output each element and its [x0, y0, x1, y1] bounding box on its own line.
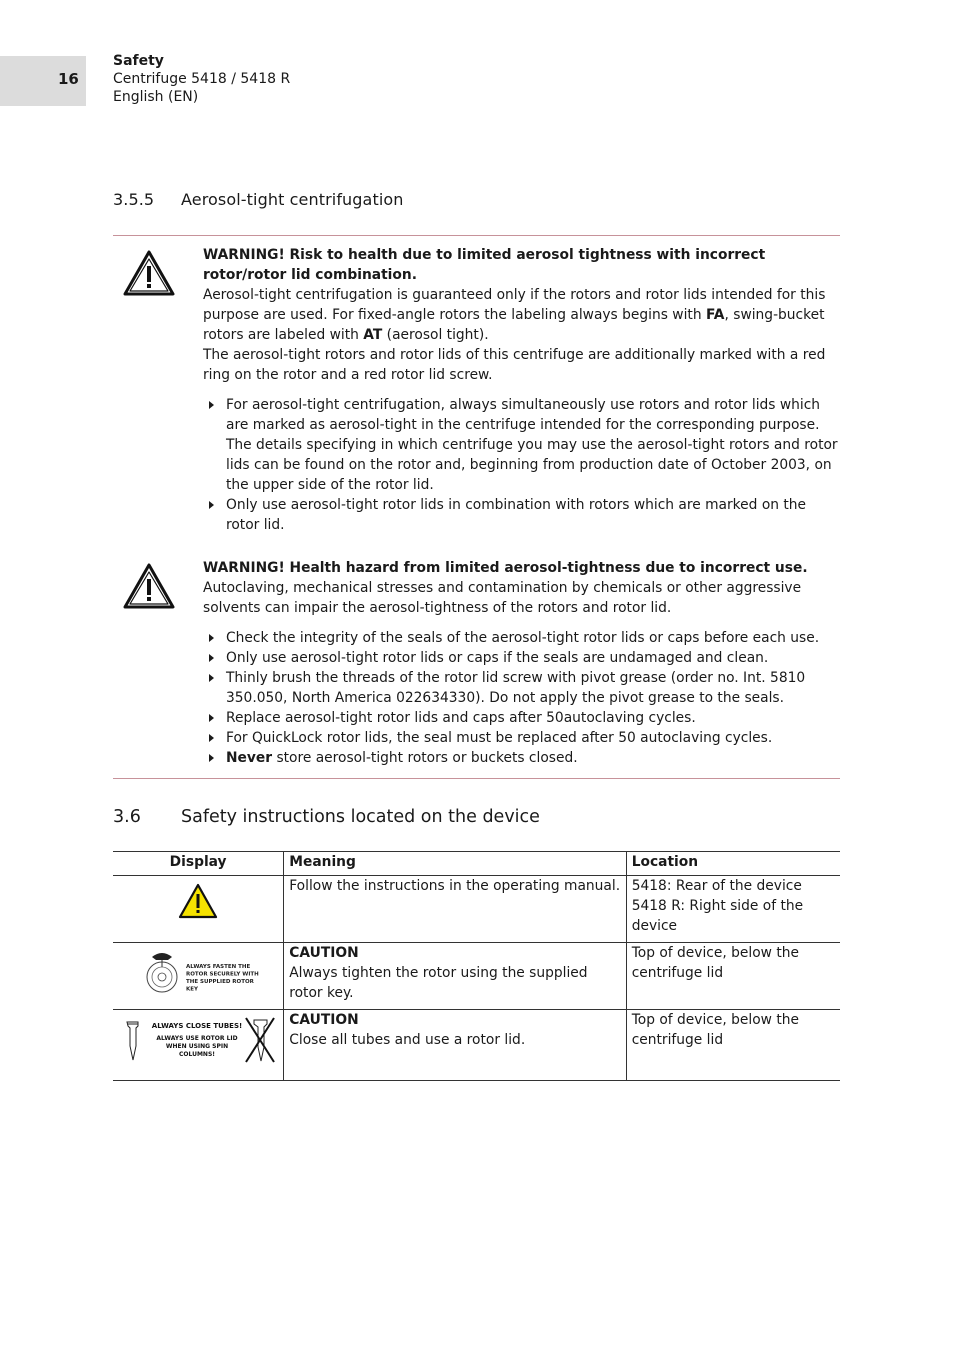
bullet-arrow-icon — [209, 501, 214, 509]
section-number: 3.5.5 — [113, 190, 155, 209]
bullet-arrow-icon — [209, 674, 214, 682]
list-item — [203, 495, 840, 535]
display-cell — [113, 876, 284, 943]
bullet-arrow-icon — [209, 754, 214, 762]
header-product: Centrifuge 5418 / 5418 R — [113, 71, 291, 87]
bullet-text: Only use aerosol-tight rotor lids in combination with rotors which are marked on the rotor lid. — [226, 497, 807, 533]
warning-bullet-list — [203, 395, 840, 535]
warning-icon — [122, 249, 176, 297]
meaning-cell — [284, 1010, 626, 1081]
column-header-location: Location — [631, 854, 699, 870]
list-item — [203, 728, 840, 748]
section-heading-3-6 — [113, 807, 540, 827]
warning-triangle-icon — [118, 876, 278, 936]
list-item — [203, 708, 840, 728]
location-cell — [626, 876, 840, 943]
meaning-cell — [284, 943, 626, 1010]
bullet-arrow-icon — [209, 634, 214, 642]
bullet-emphasis: Never — [226, 750, 273, 766]
meaning-text: Always tighten the rotor using the supplied rotor key. — [289, 965, 588, 1001]
bullet-text: Only use aerosol-tight rotor lids or caps if the seals are undamaged and clean. — [226, 650, 769, 666]
table-row — [113, 943, 840, 1010]
rotor-key-label-icon — [118, 943, 278, 1003]
list-item — [203, 648, 840, 668]
location-text: Top of device, below the centrifuge lid — [631, 945, 799, 981]
warning-bullet-list — [203, 628, 840, 768]
top-divider — [113, 235, 840, 236]
column-header-meaning: Meaning — [284, 852, 626, 876]
running-header — [113, 52, 290, 106]
meaning-text: Follow the instructions in the operating manual. — [289, 878, 621, 894]
header-language: English (EN) — [113, 89, 199, 105]
caution-caption: CAUTION — [289, 1012, 359, 1028]
bullet-text: Thinly brush the threads of the rotor lid screw with pivot grease (order no. Int. 5810 350.050, North America 022634330). Do not apply the pivot grease to the seals. — [226, 670, 806, 706]
header-chapter-title: Safety — [113, 53, 164, 69]
bullet-text: For QuickLock rotor lids, the seal must be replaced after 50 autoclaving cycles. — [226, 730, 773, 746]
warning-paragraph — [203, 285, 840, 345]
meaning-cell — [284, 876, 626, 943]
meaning-text: Close all tubes and use a rotor lid. — [289, 1032, 526, 1048]
location-cell — [626, 1010, 840, 1081]
bullet-arrow-icon — [209, 714, 214, 722]
display-cell — [113, 943, 284, 1010]
list-item — [203, 628, 840, 648]
list-item — [203, 668, 840, 708]
section-title: Safety instructions located on the device — [181, 807, 540, 827]
at-label: AT — [363, 327, 383, 343]
bottom-divider — [113, 778, 840, 779]
section-title: Aerosol-tight centrifugation — [181, 190, 404, 209]
section-number: 3.6 — [113, 807, 141, 827]
close-tubes-label-icon — [118, 1010, 278, 1074]
warning-paragraph: Autoclaving, mechanical stresses and contamination by chemicals or other aggressive solvents can impair the aerosol-tightness of the rotors and rotor lid. — [203, 580, 802, 616]
bullet-text: store aerosol-tight rotors or buckets closed. — [272, 750, 578, 766]
warning-text: , swing-bucket rotors are labeled with — [203, 307, 825, 343]
fa-label: FA — [705, 307, 725, 323]
warning-block-incorrect-use — [203, 558, 840, 768]
rotor-lid-text: ALWAYS USE ROTOR LID WHEN USING SPIN COLUMNS! — [156, 1035, 238, 1058]
list-item — [203, 748, 840, 768]
caution-caption: CAUTION — [289, 945, 359, 961]
page-number-tab — [0, 56, 86, 106]
location-cell — [626, 943, 840, 1010]
bullet-text: Replace aerosol-tight rotor lids and caps after 50autoclaving cycles. — [226, 710, 696, 726]
bullet-text: For aerosol-tight centrifugation, always simultaneously use rotors and rotor lids which are marked as aerosol-tight in the centrifuge intended for the corresponding purpose. The details specifying in which centrifuge you may use the aerosol-tight rotors and rotor lids can be found on the rotor and, beginning from production date of October 2003, on the upper side of the rotor lid. — [226, 397, 838, 493]
warning-block-aerosol-tightness — [203, 245, 840, 535]
warning-title: WARNING! Health hazard from limited aerosol-tightness due to incorrect use. — [203, 560, 808, 576]
warning-title: WARNING! Risk to health due to limited aerosol tightness with incorrect rotor/rotor lid combination. — [203, 247, 766, 283]
display-cell — [113, 1010, 284, 1081]
warning-paragraph: The aerosol-tight rotors and rotor lids of this centrifuge are additionally marked with a red ring on the rotor and a red rotor lid screw. — [203, 347, 826, 383]
safety-labels-table — [113, 851, 840, 1081]
column-header-display: Display — [113, 852, 284, 876]
bullet-arrow-icon — [209, 401, 214, 409]
page-number: 16 — [58, 70, 79, 88]
warning-text: Aerosol-tight centrifugation is guaranteed only if the rotors and rotor lids intended for this purpose are used. For fixed-angle rotors the labeling always begins with — [203, 287, 826, 323]
bullet-arrow-icon — [209, 654, 214, 662]
rotor-key-label-text: ALWAYS FASTEN THE ROTOR SECURELY WITH THE SUPPLIED ROTOR KEY — [186, 964, 259, 993]
bullet-text: Check the integrity of the seals of the aerosol-tight rotor lids or caps before each use. — [226, 630, 820, 646]
location-text: Top of device, below the centrifuge lid — [631, 1012, 799, 1048]
table-row — [113, 1010, 840, 1081]
table-row — [113, 876, 840, 943]
section-heading-3-5-5 — [113, 190, 404, 209]
warning-icon — [122, 562, 176, 610]
bullet-arrow-icon — [209, 734, 214, 742]
close-tubes-text: ALWAYS CLOSE TUBES! — [151, 1022, 243, 1030]
list-item — [203, 395, 840, 495]
location-text: 5418: Rear of the device 5418 R: Right side of the device — [631, 878, 804, 934]
warning-text: (aerosol tight). — [382, 327, 489, 343]
table-header-row — [113, 852, 840, 876]
